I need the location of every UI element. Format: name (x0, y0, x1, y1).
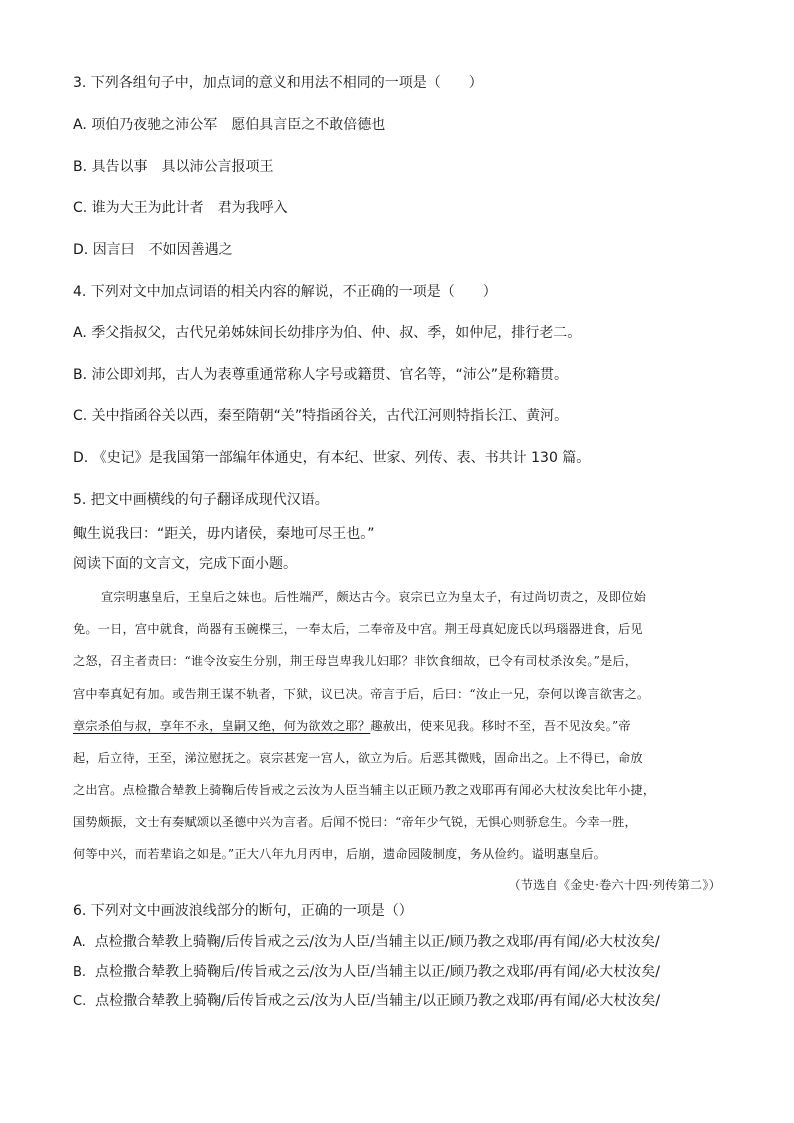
q6-option-b (73, 962, 660, 983)
option-label: B. (73, 965, 87, 980)
q6-option-a (73, 932, 660, 953)
q5-sentence: 鲰生说我曰：“距关，毋内诸侯，秦地可尽王也。” (73, 526, 375, 542)
passage-line: 起，后立待，王至，涕泣慰抚之。哀宗甚宠一宫人，欲立为后。后恶其微贱，固命出之。上不得已，命放 (73, 751, 643, 765)
passage-line (73, 717, 631, 735)
q4-option-b: B. 沛公即刘邦，古人为表尊重通常称人字号或籍贯、官名等，“沛公”是称籍贯。 (73, 367, 569, 383)
option-label: B. (73, 159, 92, 175)
passage-line: 之出宫。点检撒合辇教上骑鞠后传旨戒之云汝为人臣当辅主以正顾乃教之戏耶再有闻必大杖汝矣比年小捷， (73, 783, 656, 797)
option-sentence-2: 君为我呼入 (217, 200, 288, 216)
option-label: A. (73, 935, 86, 950)
passage-line: 宫中奉真妃有加。或告荆王谋不轨者，下狱，议已决。帝言于后，后曰：“汝止一兄，奈何以谗言欲害之。 (73, 687, 650, 701)
q4-option-d: D. 《史记》是我国第一部编年体通史，有本纪、世家、列传、表、书共计 130 篇。 (73, 450, 591, 466)
option-text: 点检撒合辇教上骑鞠/后传旨戒之云/汝为人臣/当辅主/以正顾乃教之戏耶/再有闻/必大杖汝矣/ (95, 993, 661, 1009)
option-sentence-1: 项伯乃夜驰之沛公军 (91, 117, 218, 133)
reading-instructions: 阅读下面的文言文，完成下面小题。 (73, 556, 297, 572)
question-3-stem: 3. 下列各组句子中，加点词的意义和用法不相同的一项是（ ） (73, 75, 483, 91)
q3-option-d (73, 240, 233, 260)
q4-option-c: C. 关中指函谷关以西，秦至隋朝“关”特指函谷关，古代江河则特指长江、黄河。 (73, 408, 569, 424)
q6-option-c (73, 991, 660, 1012)
passage-line: 国势颇振，文士有奏赋颂以圣德中兴为言者。后闻不悦曰：“帝年少气锐，无惧心则骄怠生。今幸一胜， (73, 815, 637, 829)
q3-option-a (73, 115, 385, 135)
option-sentence-2: 具以沛公言报项王 (161, 159, 274, 175)
option-sentence-1: 因言曰 (92, 242, 135, 258)
option-sentence-1: 具告以事 (91, 159, 148, 175)
option-sentence-2: 愿伯具言臣之不敢倍德也 (231, 117, 386, 133)
classical-passage (73, 588, 721, 892)
q4-option-a: A. 季父指叔父，古代兄弟姊妹间长幼排序为伯、仲、叔、季，如仲尼，排行老二。 (73, 325, 582, 341)
passage-line: 之怒，召主者责曰：“谁令汝妄生分别，荆王母岂卑我儿妇耶？非饮食细故，已令有司杖杀汝矣。”是后， (73, 654, 638, 668)
passage-line: 何等中兴，而若辈谄之如是。”正大八年九月丙申，后崩，遗命园陵制度，务从俭约。谥明惠皇后。 (73, 847, 606, 861)
option-sentence-1: 谁为大王为此计者 (91, 200, 204, 216)
passage-line: 免。一日，宫中就食，尚器有玉碗楪三，一奉太后，二奉帝及中宫。荆王母真妃庞氏以玛瑙器进食，后见 (73, 622, 643, 636)
underlined-sentence: 章宗杀伯与叔，享年不永，皇嗣又绝，何为欲效之耶？ (73, 719, 371, 733)
option-label: C. (73, 200, 92, 216)
question-5-stem: 5. 把文中画横线的句子翻译成现代汉语。 (73, 492, 329, 508)
option-text: 点检撒合辇教上骑鞠/后传旨戒之云/汝为人臣/当辅主以正/顾乃教之戏耶/再有闻/必大杖汝矣/ (94, 934, 660, 950)
option-label: D. (73, 242, 93, 258)
passage-line: 宣宗明惠皇后，王皇后之妹也。后性端严，颇达古今。哀宗已立为皇太子，有过尚切责之，及即位始 (101, 590, 647, 604)
question-6-stem: 6. 下列对文中画波浪线部分的断句，正确的一项是（） (73, 903, 413, 919)
passage-source: （节选自《金史·卷六十四·列传第二》） (508, 878, 721, 892)
question-4-stem: 4. 下列对文中加点词语的相关内容的解说，不正确的一项是（ ） (73, 284, 497, 300)
option-label: A. (73, 117, 92, 133)
option-label: C. (73, 994, 87, 1009)
q3-option-c (73, 198, 288, 218)
passage-text: 趣赦出，使来见我。移时不至，吾不见汝矣。”帝 (370, 719, 631, 733)
option-sentence-2: 不如因善遇之 (148, 242, 233, 258)
option-text: 点检撒合辇教上骑鞠后/传旨戒之云/汝为人臣/当辅主以正/顾乃教之戏耶/再有闻/必大杖汝矣/ (94, 964, 660, 980)
q3-option-b (73, 157, 274, 177)
